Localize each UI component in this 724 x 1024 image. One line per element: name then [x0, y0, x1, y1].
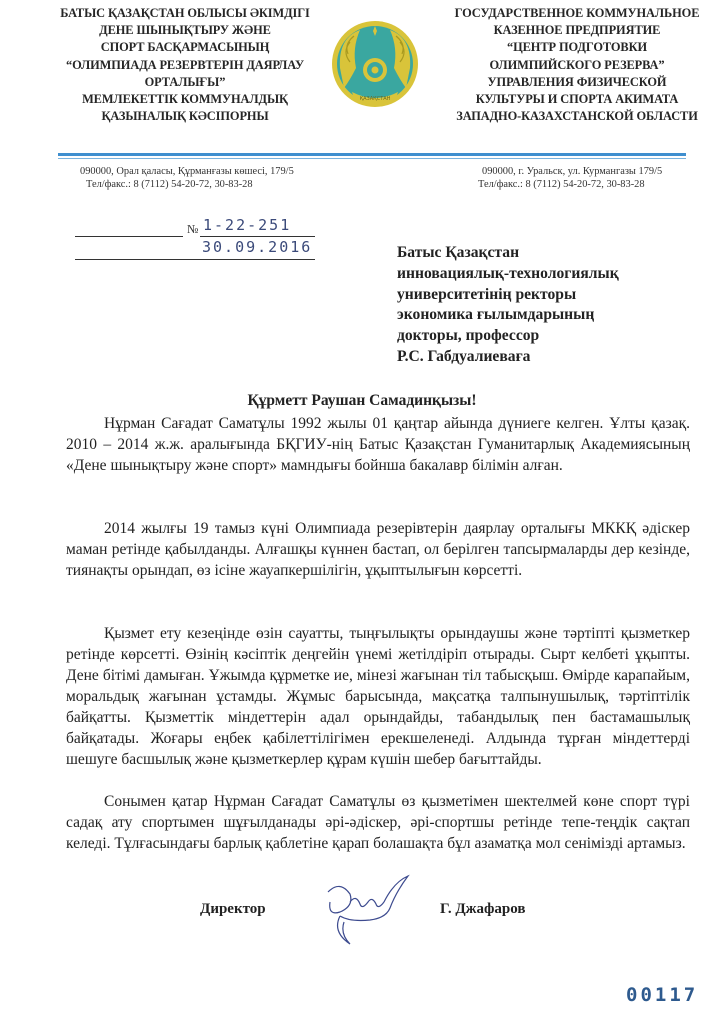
address-line: 090000, г. Уральск, ул. Курмангазы 179/5 — [482, 166, 663, 177]
letterhead-line: ЗАПАДНО-КАЗАХСТАНСКОЙ ОБЛАСТИ — [456, 109, 698, 124]
paragraph-text: 2014 жылғы 19 тамыз күні Олимпиада резерівтерін даярлау орталығы МККҚ әдіскер маман ретінде қабылданды. Алғашқы күннен бастап, ол берілген тапсырмаларды дер кезінде, тиянақты орындап, өз ісіне жауапкершілігін, ұқыптылығын көрсетті. — [66, 520, 690, 579]
letterhead-line: ДЕНЕ ШЫНЫҚТЫРУ ЖӘНЕ — [99, 23, 271, 38]
recipient-line: университетінің ректоры — [397, 285, 577, 303]
letterhead-line: ОРТАЛЫҒЫ” — [144, 74, 226, 89]
letterhead-line: “ЦЕНТР ПОДГОТОВКИ — [507, 40, 647, 55]
letterhead-line: БАТЫС ҚАЗАҚСТАН ОБЛЫСЫ ӘКІМДІГІ — [60, 6, 310, 20]
phone-line: Тел/факс.: 8 (7112) 54-20-72, 30-83-28 — [478, 179, 645, 190]
date-underline — [75, 259, 315, 260]
letterhead-russian — [442, 5, 712, 125]
letterhead-kazakh — [44, 5, 326, 125]
phone-line: Тел/факс.: 8 (7112) 54-20-72, 30-83-28 — [86, 179, 253, 190]
paragraph-text: Нұрман Сағадат Саматұлы 1992 жылы 01 қаңтар айында дүниеге келген. Ұлты қазақ. 2010 – 2014 ж.ж. аралығында БҚГИУ-нің Батыс Қазақстан Гуманитарлық Академиясының «Дене шынықтыру және спорт» мамндығы бойнша бакалавр білімін алған. — [66, 415, 690, 474]
body-paragraph-2 — [66, 518, 690, 581]
signatory-title: Директор — [200, 901, 266, 917]
paragraph-text: Қызмет ету кезеңінде өзін сауатты, тыңғылықты орындаушы және тәртіпті қызметкер ретінде көрсетті. Өзінің кәсіптік деңгейін үнемі жетілдіріп отырады. Сырт келбеті ұқыпты. Дене бітімі дамыған. Ұжымда құрметке ие, мінезі жағынан тіл табысқыш. Өмірде карапайым, моральдық жағынан ұстамды. Жұмыс барысында, мақсатқа талпынушылық, тәртіптілік байқатты. Қызметтік міндеттерін адал орындайды, табандылық пен бастамашылық байқатады. Жоғары еңбек қабілеттілігімен ерекшеленеді. Алдында тұрған міндеттерді шешуге басшылық және қызметкерлер құрам күшін шебер бағыттайды. — [66, 625, 690, 768]
letterhead-line: ҚАЗЫНАЛЫҚ КӘСІПОРНЫ — [101, 109, 269, 124]
letterhead-line: ГОСУДАРСТВЕННОЕ КОММУНАЛЬНОЕ — [454, 6, 700, 20]
number-label: № — [187, 222, 199, 236]
emblem-label: ҚАЗАҚСТАН — [359, 96, 391, 102]
letterhead-line: МЕМЛЕКЕТТІК КОММУНАЛДЫҚ — [82, 92, 288, 107]
address-russian — [460, 165, 690, 191]
recipient-line: Батыс Қазақстан — [397, 244, 520, 261]
body-paragraph-3 — [66, 623, 690, 770]
state-emblem-icon — [330, 18, 420, 110]
recipient-line: докторы, профессор — [397, 327, 540, 345]
letterhead-divider-thin — [58, 158, 686, 159]
body-paragraph-1 — [66, 413, 690, 476]
date-blank-line — [75, 236, 183, 237]
signatory-name: Г. Джафаров — [440, 901, 526, 917]
letterhead-line: УПРАВЛЕНИЯ ФИЗИЧЕСКОЙ — [487, 74, 667, 89]
salutation: Құрметт Раушан Самадинқызы! — [247, 392, 477, 409]
recipient-block — [397, 243, 697, 368]
letterhead-divider — [58, 153, 686, 156]
paragraph-text: Сонымен қатар Нұрман Сағадат Саматұлы өз қызметімен шектелмей көне спорт түрі садақ ату спортымен шұғылданады әрі-әдіскер, әрі-спортшы ретінде тепе-теңдік сақтап келеді. Тұлғасындағы барлық қаблетіне қарап болашақта бұл азаматқа мол сенімізді артамыз. — [66, 793, 690, 852]
recipient-line: инновациялық-технологиялық — [397, 264, 619, 282]
document-serial-number: 00117 — [626, 984, 699, 1006]
registration-date: 30.09.2016 — [202, 238, 313, 256]
letterhead-line: “ОЛИМПИАДА РЕЗЕРВТЕРІН ДАЯРЛАУ — [65, 57, 304, 72]
registration-number: 1-22-251 — [203, 216, 292, 234]
letterhead-line: ОЛИМПИЙСКОГО РЕЗЕРВА” — [489, 57, 665, 72]
address-line: 090000, Орал қаласы, Құрманғазы көшесі, 179/5 — [80, 166, 294, 177]
letterhead-line: КУЛЬТУРЫ И СПОРТА АКИМАТА — [475, 92, 679, 107]
letterhead-line: КАЗЕННОЕ ПРЕДПРИЯТИЕ — [493, 23, 661, 38]
body-paragraph-4 — [66, 791, 690, 854]
address-kazakh — [80, 165, 310, 191]
recipient-line: экономика ғылымдарының — [397, 306, 595, 324]
recipient-line: Р.С. Габдуалиеваға — [397, 347, 531, 365]
number-underline — [200, 236, 315, 237]
handwritten-signature-icon — [310, 872, 420, 952]
letterhead-line: СПОРТ БАСҚАРМАСЫНЫҢ — [100, 40, 270, 55]
